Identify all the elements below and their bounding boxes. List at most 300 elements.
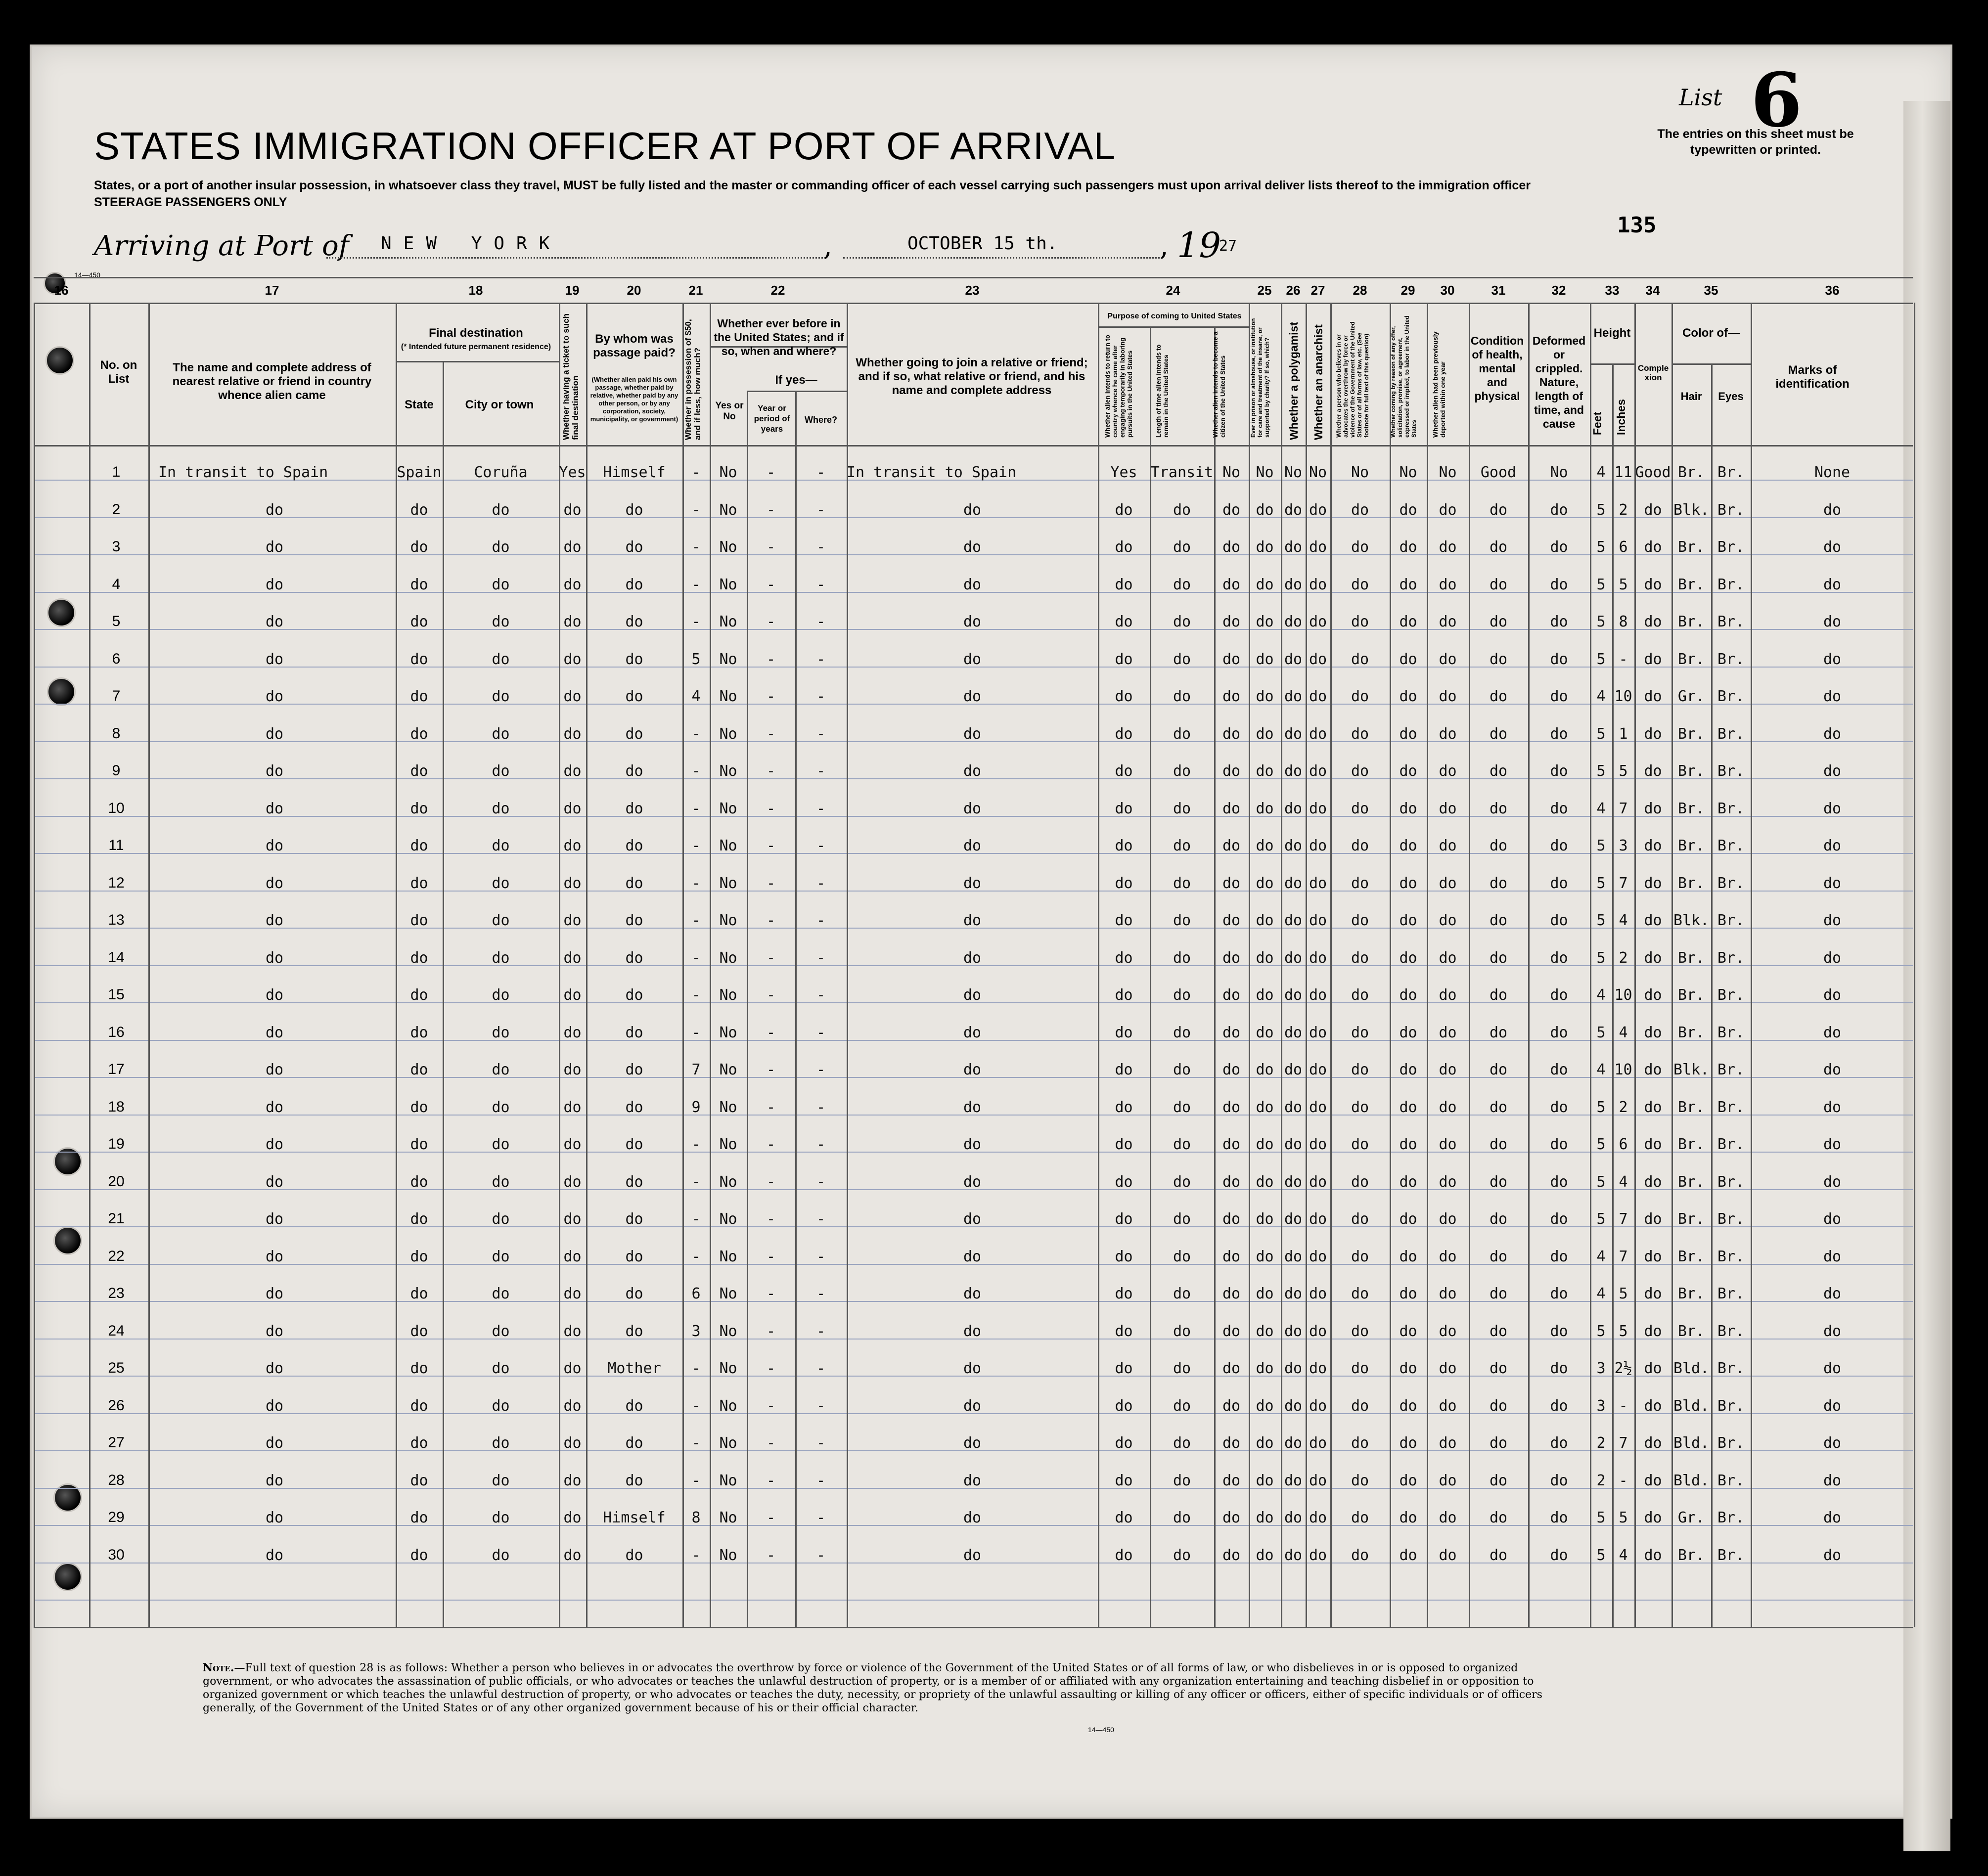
cell-ticket: do xyxy=(563,762,582,780)
cell-overthrow: do xyxy=(1351,1397,1369,1415)
cell-offer: do xyxy=(1399,762,1417,780)
cell-paid: do xyxy=(625,538,643,556)
cell-where: - xyxy=(816,1098,826,1116)
cell-where: - xyxy=(816,1472,826,1489)
port-dotline xyxy=(326,257,826,259)
cell-offer: do xyxy=(1399,837,1417,854)
cell-year: - xyxy=(766,501,776,519)
cell-money: - xyxy=(691,800,701,817)
cell-citizen: do xyxy=(1222,1397,1241,1415)
cell-ticket: do xyxy=(563,1472,582,1489)
cell-relative: do xyxy=(265,1248,284,1265)
cell-inches: 7 xyxy=(1619,1248,1628,1265)
cell-length: do xyxy=(1173,650,1191,668)
punch-hole xyxy=(45,346,74,375)
column-number: 33 xyxy=(1605,283,1620,298)
cell-feet: 4 xyxy=(1596,986,1606,1004)
cell-before: No xyxy=(719,874,737,892)
cell-citizen: do xyxy=(1222,1024,1241,1041)
cell-deformed: No xyxy=(1550,464,1568,481)
cell-paid: do xyxy=(625,688,643,705)
cell-deformed: do xyxy=(1550,1509,1568,1526)
cell-state: do xyxy=(410,874,428,892)
hdr-purpose-length: Length of time alien intends to remain in the United States xyxy=(1155,344,1170,438)
cell-offer: do xyxy=(1399,1061,1417,1078)
cell-where: - xyxy=(816,1136,826,1153)
cell-inches: 5 xyxy=(1619,1322,1628,1340)
row-number: 14 xyxy=(108,949,125,966)
cell-state: do xyxy=(410,800,428,817)
cell-before: No xyxy=(719,1248,737,1265)
cell-citizen: do xyxy=(1222,762,1241,780)
row-rule xyxy=(34,1600,1913,1601)
cell-city: do xyxy=(492,1434,510,1452)
cell-ticket: do xyxy=(563,1061,582,1078)
cell-deformed: do xyxy=(1550,1546,1568,1564)
cell-deformed: do xyxy=(1550,762,1568,780)
cell-length: do xyxy=(1173,725,1191,743)
cell-money: - xyxy=(691,1397,701,1415)
cell-length: do xyxy=(1173,1285,1191,1302)
cell-state: do xyxy=(410,1434,428,1452)
cell-anarch: do xyxy=(1309,1024,1327,1041)
year-suffix: 27 xyxy=(1219,237,1237,255)
row-number: 23 xyxy=(108,1285,125,1301)
cell-feet: 5 xyxy=(1596,1098,1606,1116)
cell-length: do xyxy=(1173,1546,1191,1564)
cell-paid: Himself xyxy=(603,1509,666,1526)
cell-relative: do xyxy=(265,538,284,556)
cell-year: - xyxy=(766,1285,776,1302)
cell-anarch: do xyxy=(1309,650,1327,668)
cell-anarch: do xyxy=(1309,1397,1327,1415)
cell-state: do xyxy=(410,688,428,705)
cell-join: do xyxy=(963,650,982,668)
cell-return: do xyxy=(1115,1509,1133,1526)
column-number: 30 xyxy=(1440,283,1455,298)
cell-offer: do xyxy=(1399,949,1417,967)
cell-money: - xyxy=(691,949,701,967)
cell-overthrow: do xyxy=(1351,1434,1369,1452)
cell-before: No xyxy=(719,949,737,967)
cell-year: - xyxy=(766,800,776,817)
cell-city: Coruña xyxy=(474,464,528,481)
cell-relative: do xyxy=(265,1434,284,1452)
cell-offer: do xyxy=(1399,1472,1417,1489)
cell-poly: do xyxy=(1284,762,1303,780)
column-number: 24 xyxy=(1166,283,1180,298)
column-number: 34 xyxy=(1645,283,1660,298)
list-label: List xyxy=(1679,84,1722,111)
column-number: 23 xyxy=(965,283,980,298)
row-number: 24 xyxy=(108,1322,125,1339)
cell-length: do xyxy=(1173,501,1191,519)
footnote-text: —Full text of question 28 is as follows: Whether a person who believes in or advocates the overthrow by force or violence of the Government of the United States or of all forms of law, or who disbelieves in or is opposed to organized government, or who advocates the assassination of public officials, or who advocates or teaches the unlawful destruction of property, or is a member of or affiliated with any organization entertaining and teaching disbelief in or opposition to organized government or which teaches the unlawful destruction of property, or who advocates or teaches the duty, necessity, or propriety of the unlawful assaulting or killing of any officer or officers, either of specific individuals or of officers generally, of the Government of the United States or of any other organized government because of his or their official character. xyxy=(203,1662,1542,1714)
cell-marks: None xyxy=(1814,464,1851,481)
cell-poly: do xyxy=(1284,725,1303,743)
cell-ticket: do xyxy=(563,1024,582,1041)
hdr-purpose-citizen: Whether alien intends to become a citizen of the United States xyxy=(1212,331,1226,438)
cell-health: do xyxy=(1489,538,1508,556)
cell-hair: Br. xyxy=(1677,1285,1705,1302)
cell-health: do xyxy=(1489,1397,1508,1415)
row-number: 17 xyxy=(108,1061,125,1077)
cell-ticket: do xyxy=(563,1248,582,1265)
cell-hair: Br. xyxy=(1677,1024,1705,1041)
cell-feet: 4 xyxy=(1596,800,1606,817)
cell-state: do xyxy=(410,538,428,556)
cell-money: 4 xyxy=(691,688,701,705)
cell-year: - xyxy=(766,1509,776,1526)
cell-state: do xyxy=(410,501,428,519)
cell-deformed: do xyxy=(1550,1173,1568,1191)
cell-feet: 5 xyxy=(1596,874,1606,892)
cell-relative: do xyxy=(265,725,284,743)
cell-complexion: do xyxy=(1644,986,1662,1004)
cell-overthrow: do xyxy=(1351,1173,1369,1191)
cell-prison: do xyxy=(1256,949,1274,967)
cell-deported: do xyxy=(1439,1397,1457,1415)
cell-prison: do xyxy=(1256,1509,1274,1526)
cell-feet: 5 xyxy=(1596,1024,1606,1041)
cell-prison: do xyxy=(1256,576,1274,593)
column-number: 18 xyxy=(468,283,483,298)
cell-deported: do xyxy=(1439,650,1457,668)
cell-length: do xyxy=(1173,1098,1191,1116)
cell-prison: do xyxy=(1256,1546,1274,1564)
cell-complexion: do xyxy=(1644,1024,1662,1041)
cell-relative: do xyxy=(265,613,284,630)
hdr-prison: Ever in prison or almshouse, or institution for care and treatment of the insane, or supported by charity? If so, which? xyxy=(1250,318,1270,438)
cell-join: do xyxy=(963,1322,982,1340)
cell-join: do xyxy=(963,949,982,967)
column-number: 32 xyxy=(1551,283,1566,298)
cell-marks: do xyxy=(1823,1509,1842,1526)
column-divider xyxy=(34,303,35,1627)
cell-paid: do xyxy=(625,949,643,967)
cell-anarch: do xyxy=(1309,837,1327,854)
column-number: 16 xyxy=(54,283,69,298)
cell-deformed: do xyxy=(1550,1285,1568,1302)
cell-join: do xyxy=(963,986,982,1004)
cell-paid: Himself xyxy=(603,464,666,481)
cell-marks: do xyxy=(1823,874,1842,892)
cell-join: do xyxy=(963,613,982,630)
cell-eyes: Br. xyxy=(1717,800,1745,817)
cell-poly: do xyxy=(1284,688,1303,705)
subheader-divider xyxy=(747,391,847,392)
cell-health: Good xyxy=(1480,464,1517,481)
cell-complexion: do xyxy=(1644,538,1662,556)
cell-citizen: do xyxy=(1222,800,1241,817)
cell-eyes: Br. xyxy=(1717,613,1745,630)
punch-hole xyxy=(47,677,76,706)
cell-length: do xyxy=(1173,1210,1191,1228)
cell-inches: 4 xyxy=(1619,1024,1628,1041)
cell-eyes: Br. xyxy=(1717,1360,1745,1377)
row-number: 30 xyxy=(108,1546,125,1563)
cell-overthrow: No xyxy=(1351,464,1369,481)
cell-feet: 5 xyxy=(1596,1322,1606,1340)
cell-anarch: do xyxy=(1309,986,1327,1004)
cell-offer: No xyxy=(1399,464,1417,481)
cell-offer: do xyxy=(1399,874,1417,892)
cell-length: do xyxy=(1173,1322,1191,1340)
cell-before: No xyxy=(719,1173,737,1191)
cell-hair: Blk. xyxy=(1673,501,1710,519)
cell-prison: do xyxy=(1256,1210,1274,1228)
cell-poly: do xyxy=(1284,613,1303,630)
cell-citizen: do xyxy=(1222,725,1241,743)
cell-state: do xyxy=(410,912,428,929)
cell-inches: - xyxy=(1619,1397,1628,1415)
page-title: STATES IMMIGRATION OFFICER AT PORT OF ARRIVAL xyxy=(94,124,1116,168)
cell-year: - xyxy=(766,576,776,593)
cell-relative: do xyxy=(265,800,284,817)
cell-feet: 4 xyxy=(1596,1285,1606,1302)
cell-citizen: do xyxy=(1222,501,1241,519)
cell-relative: do xyxy=(265,1546,284,1564)
cell-deported: do xyxy=(1439,688,1457,705)
cell-before: No xyxy=(719,650,737,668)
cell-eyes: Br. xyxy=(1717,650,1745,668)
cell-poly: do xyxy=(1284,1546,1303,1564)
cell-citizen: do xyxy=(1222,949,1241,967)
cell-deported: do xyxy=(1439,501,1457,519)
cell-anarch: do xyxy=(1309,912,1327,929)
hdr-passage-note: (Whether alien paid his own passage, whether paid by relative, whether paid by any other person, or by any corporation, society, municipality, or government) xyxy=(590,376,678,423)
cell-hair: Br. xyxy=(1677,1248,1705,1265)
cell-ticket: do xyxy=(563,800,582,817)
cell-before: No xyxy=(719,986,737,1004)
punch-hole xyxy=(53,1226,82,1255)
sheet-number: 135 xyxy=(1617,213,1657,238)
hdr-relative-abroad: The name and complete address of nearest relative or friend in country whence alien came xyxy=(172,361,372,402)
cell-city: do xyxy=(492,1024,510,1041)
cell-complexion: do xyxy=(1644,613,1662,630)
cell-deported: do xyxy=(1439,576,1457,593)
cell-citizen: do xyxy=(1222,1173,1241,1191)
column-divider xyxy=(1150,326,1151,1627)
cell-relative: do xyxy=(265,1136,284,1153)
cell-complexion: do xyxy=(1644,1322,1662,1340)
cell-return: do xyxy=(1115,912,1133,929)
cell-overthrow: do xyxy=(1351,1322,1369,1340)
cell-ticket: do xyxy=(563,688,582,705)
cell-offer: do xyxy=(1399,725,1417,743)
cell-prison: do xyxy=(1256,688,1274,705)
cell-year: - xyxy=(766,762,776,780)
cell-length: do xyxy=(1173,874,1191,892)
cell-state: Spain xyxy=(397,464,442,481)
form-code-bottom: 14—450 xyxy=(1088,1726,1114,1734)
cell-citizen: do xyxy=(1222,1322,1241,1340)
hdr-passage-paid: By whom was passage paid? xyxy=(593,332,676,359)
cell-before: No xyxy=(719,1434,737,1452)
cell-relative: do xyxy=(265,986,284,1004)
hdr-offer: Whether coming by reason of any offer, solicitation, promise, or agreement, expressed or implied, to labor in the United States xyxy=(1390,315,1417,438)
cell-eyes: Br. xyxy=(1717,576,1745,593)
cell-before: No xyxy=(719,1024,737,1041)
cell-overthrow: do xyxy=(1351,1360,1369,1377)
cell-citizen: No xyxy=(1222,464,1241,481)
cell-prison: do xyxy=(1256,613,1274,630)
row-number: 4 xyxy=(112,576,121,592)
cell-where: - xyxy=(816,725,826,743)
cell-inches: 5 xyxy=(1619,762,1628,780)
cell-complexion: do xyxy=(1644,1136,1662,1153)
cell-before: No xyxy=(719,1285,737,1302)
cell-offer: do xyxy=(1399,1360,1417,1377)
cell-return: do xyxy=(1115,1472,1133,1489)
column-number: 26 xyxy=(1286,283,1301,298)
cell-hair: Br. xyxy=(1677,1098,1705,1116)
cell-year: - xyxy=(766,1061,776,1078)
hdr-state: State xyxy=(405,398,434,411)
page-subtitle: States, or a port of another insular possession, in whatsoever class they travel, MUST be fully listed and the master or commanding officer of each vessel carrying such passengers must upon arrival deliver lists thereof to the immigration officer STEERAGE PASSENGERS ONLY xyxy=(94,179,1531,209)
cell-prison: do xyxy=(1256,1024,1274,1041)
cell-prison: do xyxy=(1256,912,1274,929)
cell-deported: do xyxy=(1439,762,1457,780)
cell-state: do xyxy=(410,1509,428,1526)
cell-return: do xyxy=(1115,1098,1133,1116)
cell-hair: Bld. xyxy=(1673,1360,1710,1377)
cell-money: - xyxy=(691,912,701,929)
punch-hole xyxy=(47,598,76,627)
cell-anarch: do xyxy=(1309,762,1327,780)
cell-health: do xyxy=(1489,1434,1508,1452)
cell-prison: do xyxy=(1256,1098,1274,1116)
cell-year: - xyxy=(766,1434,776,1452)
cell-year: - xyxy=(766,1546,776,1564)
cell-citizen: do xyxy=(1222,1434,1241,1452)
hdr-final-destination: Final destination xyxy=(429,326,523,340)
cell-poly: do xyxy=(1284,576,1303,593)
cell-return: do xyxy=(1115,800,1133,817)
cell-health: do xyxy=(1489,800,1508,817)
cell-length: do xyxy=(1173,762,1191,780)
cell-join: do xyxy=(963,837,982,854)
hdr-ever-before: Whether ever before in the United States; and if so, when and where? xyxy=(714,317,844,357)
cell-ticket: do xyxy=(563,949,582,967)
cell-return: do xyxy=(1115,1210,1133,1228)
cell-offer: do xyxy=(1399,1024,1417,1041)
cell-offer: do xyxy=(1399,1248,1417,1265)
cell-where: - xyxy=(816,912,826,929)
cell-prison: do xyxy=(1256,501,1274,519)
cell-eyes: Br. xyxy=(1717,725,1745,743)
cell-where: - xyxy=(816,1024,826,1041)
hdr-purpose: Purpose of coming to United States xyxy=(1107,312,1242,320)
row-number: 9 xyxy=(112,762,121,779)
cell-eyes: Br. xyxy=(1717,464,1745,481)
hdr-marks: Marks of identification xyxy=(1775,363,1850,391)
cell-money: 5 xyxy=(691,650,701,668)
cell-poly: do xyxy=(1284,800,1303,817)
cell-overthrow: do xyxy=(1351,501,1369,519)
cell-paid: do xyxy=(625,1173,643,1191)
hdr-color-of: Color of— xyxy=(1682,326,1740,340)
cell-feet: 5 xyxy=(1596,501,1606,519)
comma: , xyxy=(823,230,832,262)
cell-before: No xyxy=(719,837,737,854)
cell-anarch: do xyxy=(1309,1546,1327,1564)
cell-deported: do xyxy=(1439,1360,1457,1377)
cell-marks: do xyxy=(1823,1248,1842,1265)
cell-anarch: do xyxy=(1309,1173,1327,1191)
cell-eyes: Br. xyxy=(1717,1173,1745,1191)
cell-return: do xyxy=(1115,837,1133,854)
cell-ticket: do xyxy=(563,538,582,556)
row-number: 6 xyxy=(112,650,121,667)
cell-city: do xyxy=(492,1136,510,1153)
cell-inches: 3 xyxy=(1619,837,1628,854)
cell-city: do xyxy=(492,1397,510,1415)
cell-city: do xyxy=(492,1360,510,1377)
cell-relative: do xyxy=(265,1210,284,1228)
row-number: 21 xyxy=(108,1210,125,1227)
cell-marks: do xyxy=(1823,1546,1842,1564)
cell-complexion: do xyxy=(1644,800,1662,817)
cell-health: do xyxy=(1489,1285,1508,1302)
cell-offer: do xyxy=(1399,613,1417,630)
cell-state: do xyxy=(410,1322,428,1340)
cell-anarch: do xyxy=(1309,1210,1327,1228)
cell-hair: Blk. xyxy=(1673,912,1710,929)
cell-marks: do xyxy=(1823,650,1842,668)
cell-year: - xyxy=(766,650,776,668)
cell-eyes: Br. xyxy=(1717,1210,1745,1228)
cell-return: do xyxy=(1115,1061,1133,1078)
hdr-polygamist: Whether a polygamist xyxy=(1287,322,1300,440)
cell-complexion: do xyxy=(1644,1173,1662,1191)
cell-before: No xyxy=(719,1546,737,1564)
cell-where: - xyxy=(816,1509,826,1526)
cell-marks: do xyxy=(1823,538,1842,556)
cell-ticket: do xyxy=(563,1173,582,1191)
cell-year: - xyxy=(766,1360,776,1377)
cell-return: do xyxy=(1115,538,1133,556)
cell-join: do xyxy=(963,688,982,705)
cell-complexion: do xyxy=(1644,949,1662,967)
cell-state: do xyxy=(410,1472,428,1489)
cell-ticket: do xyxy=(563,1098,582,1116)
cell-eyes: Br. xyxy=(1717,1509,1745,1526)
cell-deported: do xyxy=(1439,1322,1457,1340)
cell-anarch: do xyxy=(1309,1098,1327,1116)
cell-relative: do xyxy=(265,1509,284,1526)
cell-poly: do xyxy=(1284,1360,1303,1377)
cell-deformed: do xyxy=(1550,1397,1568,1415)
cell-length: do xyxy=(1173,1136,1191,1153)
cell-money: - xyxy=(691,1360,701,1377)
footnote-label: Note. xyxy=(203,1661,234,1674)
cell-length: do xyxy=(1173,1509,1191,1526)
cell-join: do xyxy=(963,1509,982,1526)
table-top-border xyxy=(34,277,1913,278)
row-number: 19 xyxy=(108,1136,125,1152)
cell-relative: In transit to Spain xyxy=(158,464,328,481)
hdr-deported: Whether alien had been previously deported within one year xyxy=(1432,331,1446,438)
cell-deported: do xyxy=(1439,986,1457,1004)
cell-deformed: do xyxy=(1550,1098,1568,1116)
cell-state: do xyxy=(410,613,428,630)
cell-offer: do xyxy=(1399,986,1417,1004)
cell-where: - xyxy=(816,576,826,593)
cell-feet: 5 xyxy=(1596,1173,1606,1191)
cell-marks: do xyxy=(1823,1322,1842,1340)
cell-before: No xyxy=(719,912,737,929)
